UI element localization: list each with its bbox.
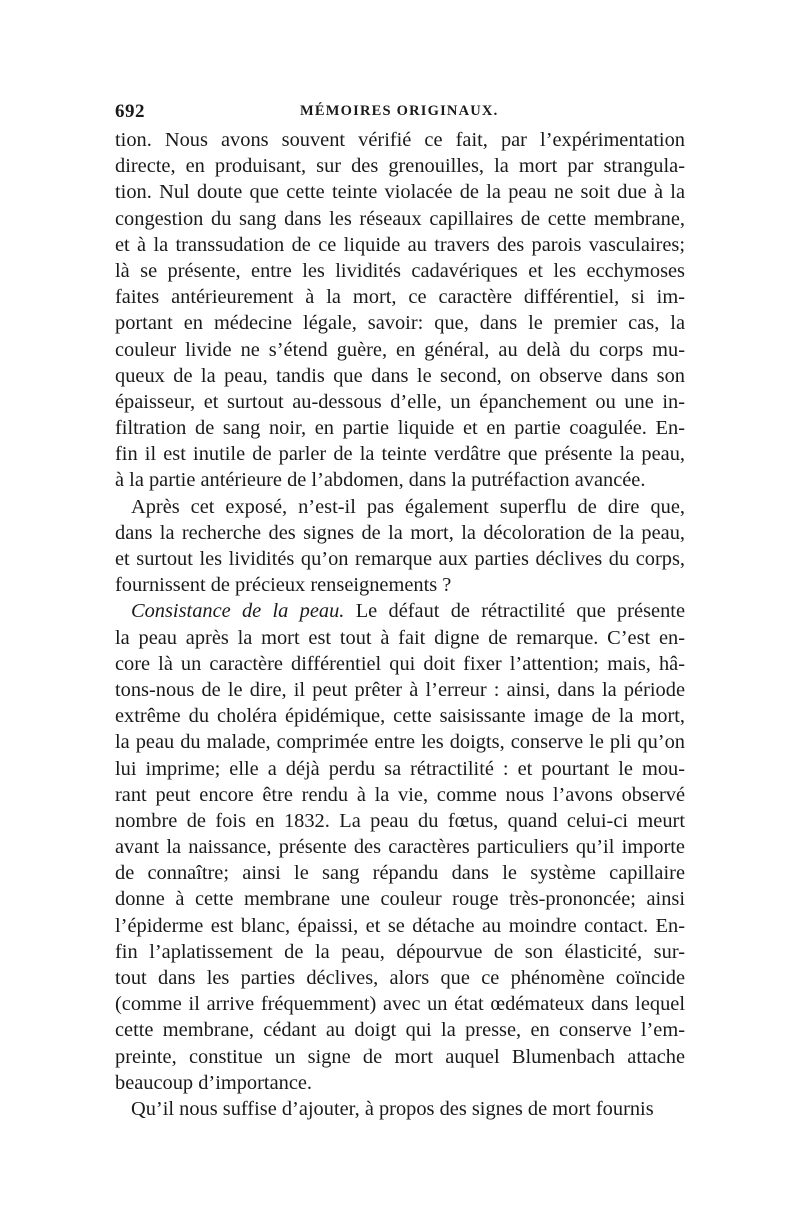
- text-line: extrême du choléra épidémique, cette saisissante image de la mort,: [115, 705, 685, 728]
- text-line: à la partie antérieure de l’abdomen, dans la putréfaction avancée.: [115, 469, 646, 492]
- text-line: et à la transsudation de ce liquide au travers des parois vasculaires;: [115, 233, 685, 256]
- text-line: fin l’aplatissement de la peau, dépourvue de son élasticité, sur-: [115, 940, 685, 963]
- text-line: fin il est inutile de parler de la teinte verdâtre que présente la peau,: [115, 443, 685, 466]
- body-text: [115, 127, 685, 1122]
- text-line: preinte, constitue un signe de mort auquel Blumenbach attache: [115, 1045, 685, 1068]
- text-line: épaisseur, et surtout au-dessous d’elle, un épanchement ou une in-: [115, 390, 685, 413]
- text-line: tion. Nul doute que cette teinte violacée de la peau ne soit due à la: [115, 181, 685, 204]
- text-line: de connaître; ainsi le sang répandu dans le système capillaire: [115, 862, 685, 885]
- text-line: filtration de sang noir, en partie liquide et en partie coagulée. En-: [115, 417, 685, 440]
- book-page: [115, 95, 685, 1122]
- text-line: beaucoup d’importance.: [115, 1071, 313, 1094]
- text-line: faites antérieurement à la mort, ce caractère différentiel, si im-: [115, 286, 685, 309]
- text-line: tout dans les parties déclives, alors que ce phénomène coïncide: [115, 967, 685, 989]
- text-line: core là un caractère différentiel qui doit fixer l’attention; mais, hâ-: [115, 652, 685, 675]
- text-line: là se présente, entre les lividités cadavériques et les ecchymoses: [115, 259, 685, 282]
- text-line: fournissent de précieux renseignements ?: [115, 574, 452, 597]
- text-line: la peau du malade, comprimée entre les doigts, conserve le pli qu’on: [115, 731, 685, 754]
- text-line: avant la naissance, présente des caractères particuliers qu’il importe: [115, 836, 685, 859]
- text-line: [115, 598, 685, 624]
- text-line: Qu’il nous suffise d’ajouter, à propos des signes de mort fournis: [131, 1097, 654, 1120]
- running-title: MÉMOIRES ORIGINAUX.: [300, 103, 499, 119]
- text-line: cette membrane, cédant au doigt qui la presse, en conserve l’em-: [115, 1019, 685, 1042]
- text-line: (comme il arrive fréquemment) avec un état œdémateux dans lequel: [115, 993, 685, 1016]
- text-line: l’épiderme est blanc, épaissi, et se détache au moindre contact. En-: [115, 914, 685, 937]
- text-line-rest: Le défaut de rétractilité que présente: [344, 600, 685, 623]
- text-line: tons-nous de le dire, il peut prêter à l’erreur : ainsi, dans la période: [115, 678, 685, 701]
- text-line: la peau après la mort est tout à fait digne de remarque. C’est en-: [115, 626, 685, 649]
- text-line: rant peut encore être rendu à la vie, comme nous l’avons observé: [115, 783, 685, 806]
- text-line: tion. Nous avons souvent vérifié ce fait, par l’expérimentation: [115, 129, 685, 151]
- text-line: lui imprime; elle a déjà perdu sa rétractilité : et pourtant le mou-: [115, 757, 685, 780]
- text-line: nombre de fois en 1832. La peau du fœtus, quand celui-ci meurt: [115, 809, 685, 832]
- text-line: donne à cette membrane une couleur rouge très-prononcée; ainsi: [115, 888, 685, 911]
- page-header: [115, 95, 685, 127]
- page-number: 692: [115, 101, 145, 122]
- text-line: queux de la peau, tandis que dans le second, on observe dans son: [115, 364, 685, 387]
- text-line: Après cet exposé, n’est-il pas également superflu de dire que,: [131, 495, 685, 518]
- section-heading-italic: Consistance de la peau.: [131, 600, 345, 623]
- text-line: dans la recherche des signes de la mort, la décoloration de la peau,: [115, 521, 685, 544]
- text-line: directe, en produisant, sur des grenouilles, la mort par strangula-: [115, 155, 685, 178]
- text-line: congestion du sang dans les réseaux capillaires de cette membrane,: [115, 207, 685, 230]
- text-line: couleur livide ne s’étend guère, en général, au delà du corps mu-: [115, 338, 685, 361]
- text-line: et surtout les lividités qu’on remarque aux parties déclives du corps,: [115, 548, 685, 570]
- text-line: portant en médecine légale, savoir: que, dans le premier cas, la: [115, 312, 685, 335]
